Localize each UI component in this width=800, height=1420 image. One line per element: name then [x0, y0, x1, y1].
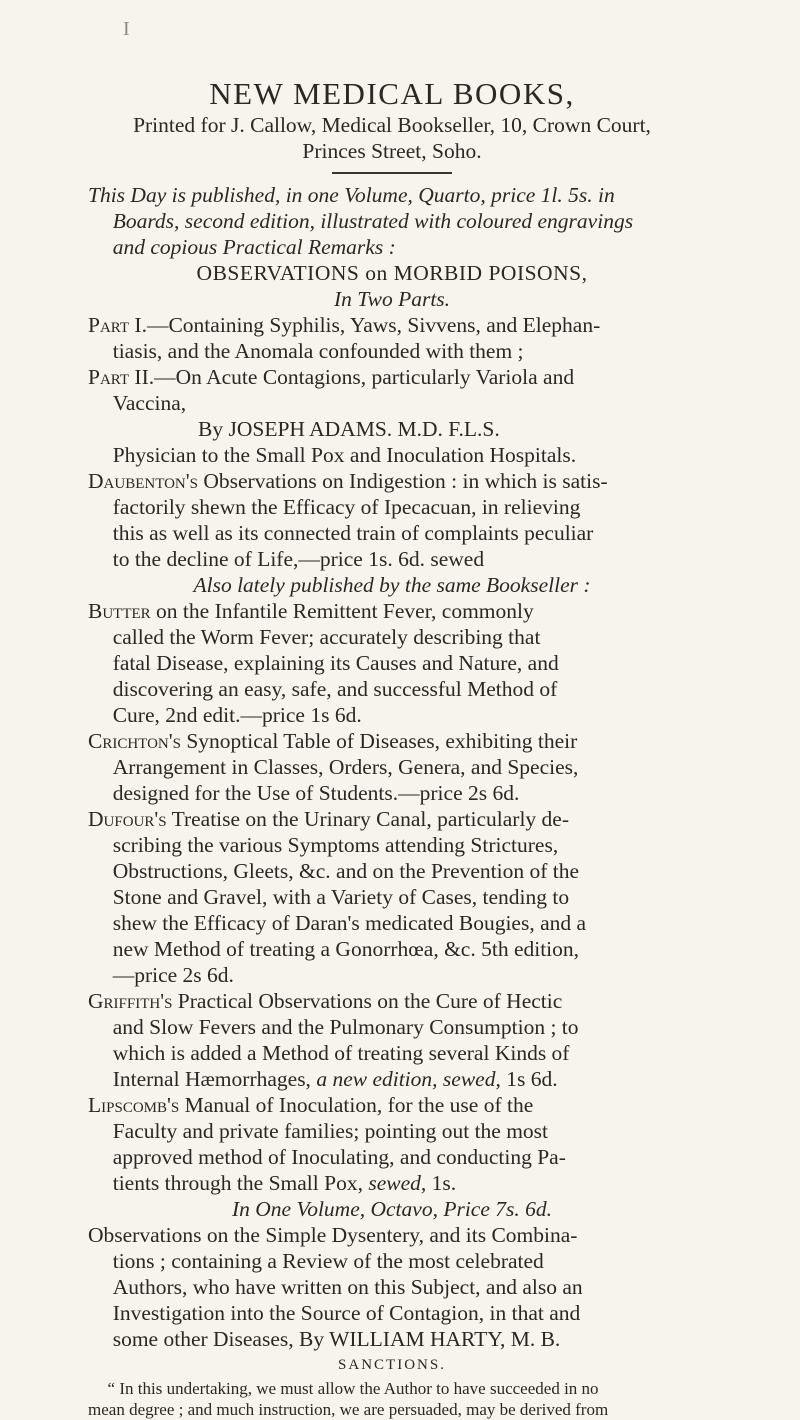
quote-line: “ In this undertaking, we must allow the Author to have succeeded in no: [107, 1379, 599, 1398]
entry-text: which is added a Method of treating several Kinds of: [112, 1041, 570, 1065]
divider-rule: [332, 172, 452, 174]
entry-name: Crichton's: [88, 729, 181, 753]
entry-text: 1s 6d.: [500, 1067, 558, 1091]
entry-text: scribing the various Symptoms attending Strictures,: [112, 833, 559, 857]
part-two-text: —On Acute Contagions, particularly Variola and: [154, 365, 575, 389]
entry-text: Obstructions, Gleets, &c. and on the Prevention of the: [112, 859, 580, 883]
entry-text: fatal Disease, explaining its Causes and Nature, and: [112, 651, 559, 675]
entry-text: Stone and Gravel, with a Variety of Cases, tending to: [112, 885, 570, 909]
entry-text: Synoptical Table of Diseases, exhibiting their: [180, 729, 578, 753]
entry-text: tients through the Small Pox,: [112, 1171, 369, 1195]
intro-line-1: This Day is published, in one Volume, Quarto, price 1l. 5s. in: [88, 183, 615, 207]
entry-griffith: [88, 988, 696, 1092]
advertisement-text: [88, 70, 696, 1420]
entry-text: Internal Hæmorrhages,: [112, 1067, 317, 1091]
entry-text: Observations on the Simple Dysentery, and its Combina-: [88, 1223, 578, 1247]
entry-name: Dufour's: [88, 807, 167, 831]
also-published-heading: Also lately published by the same Bookseller :: [193, 573, 591, 597]
entry-name: Daubenton's: [88, 469, 198, 493]
part-two-label: Part II.: [88, 365, 155, 389]
entry-text: shew the Efficacy of Daran's medicated Bougies, and a: [112, 911, 587, 935]
entry-daubenton: [88, 468, 696, 572]
entry-text: this as well as its connected train of complaints peculiar: [112, 521, 594, 545]
entry-text: tions ; containing a Review of the most celebrated: [112, 1249, 544, 1273]
book-subtitle: In Two Parts.: [333, 287, 451, 311]
entry-text: Authors, who have written on this Subject, and also an: [112, 1275, 583, 1299]
intro-line-2: Boards, second edition, illustrated with coloured engravings: [112, 209, 634, 233]
entry-name: Lipscomb's: [88, 1093, 180, 1117]
book-title: OBSERVATIONS on MORBID POISONS,: [196, 261, 588, 285]
publisher-address: Princes Street, Soho.: [302, 139, 482, 163]
entry-text: discovering an easy, safe, and successful Method of: [112, 677, 558, 701]
entry-text: designed for the Use of Students.—price 2s 6d.: [112, 781, 520, 805]
entry-text: some other Diseases, By WILLIAM HARTY, M. B.: [112, 1327, 561, 1351]
entry-text: Observations on Indigestion : in which is satis-: [197, 469, 608, 493]
page-mark: I: [123, 18, 130, 40]
quote-text: [88, 1378, 696, 1420]
entry-text: called the Worm Fever; accurately describing that: [112, 625, 541, 649]
entry-crichton: [88, 728, 696, 806]
part-one-text: —Containing Syphilis, Yaws, Sivvens, and Elephan-: [146, 313, 601, 337]
entry-text: new Method of treating a Gonorrhœa, &c. 5th edition,: [112, 937, 580, 961]
entry-butter: [88, 598, 696, 728]
quote-line: mean degree ; and much instruction, we are persuaded, may be derived from: [88, 1400, 609, 1419]
page-title: NEW MEDICAL BOOKS,: [209, 76, 575, 111]
author-line: By JOSEPH ADAMS. M.D. F.L.S.: [198, 417, 500, 441]
sanctions-heading: SANCTIONS.: [338, 1357, 446, 1373]
entry-text: Treatise on the Urinary Canal, particularly de-: [166, 807, 570, 831]
entry-text: on the Infantile Remittent Fever, commonly: [150, 599, 534, 623]
part-one-label: Part I.: [88, 313, 147, 337]
entry-text: Faculty and private families; pointing out the most: [112, 1119, 549, 1143]
entry-text: and Slow Fevers and the Pulmonary Consumption ; to: [112, 1015, 579, 1039]
intro-line-3: and copious Practical Remarks :: [112, 235, 396, 259]
entry-text: to the decline of Life,—price 1s. 6d. sewed: [112, 547, 485, 571]
part-one-text-2: tiasis, and the Anomala confounded with them ;: [112, 339, 524, 363]
entry-text-italic: sewed,: [368, 1171, 427, 1195]
publisher-line: Printed for J. Callow, Medical Bookseller, 10, Crown Court,: [133, 113, 651, 137]
part-two-text-2: Vaccina,: [112, 391, 187, 415]
part-two: [88, 364, 696, 416]
entry-text: factorily shewn the Efficacy of Ipecacuan, in relieving: [112, 495, 581, 519]
volume-line: In One Volume, Octavo, Price 7s. 6d.: [231, 1197, 553, 1221]
entry-text: Arrangement in Classes, Orders, Genera, and Species,: [112, 755, 579, 779]
part-one: [88, 312, 696, 364]
entry-text: Investigation into the Source of Contagion, in that and: [112, 1301, 581, 1325]
entry-text: Practical Observations on the Cure of Hectic: [172, 989, 563, 1013]
entry-text: Cure, 2nd edit.—price 1s 6d.: [112, 703, 362, 727]
entry-text: 1s.: [426, 1171, 457, 1195]
entry-text-italic: a new edition, sewed,: [316, 1067, 501, 1091]
author-title: Physician to the Small Pox and Inoculation Hospitals.: [112, 443, 577, 467]
entry-text: —price 2s 6d.: [112, 963, 234, 987]
entry-lipscomb: [88, 1092, 696, 1196]
entry-text: approved method of Inoculating, and conducting Pa-: [112, 1145, 566, 1169]
entry-text: Manual of Inoculation, for the use of the: [179, 1093, 534, 1117]
entry-name: Griffith's: [88, 989, 173, 1013]
entry-name: Butter: [88, 599, 151, 623]
entry-dufour: [88, 806, 696, 988]
entry-dysentery: [88, 1222, 696, 1352]
